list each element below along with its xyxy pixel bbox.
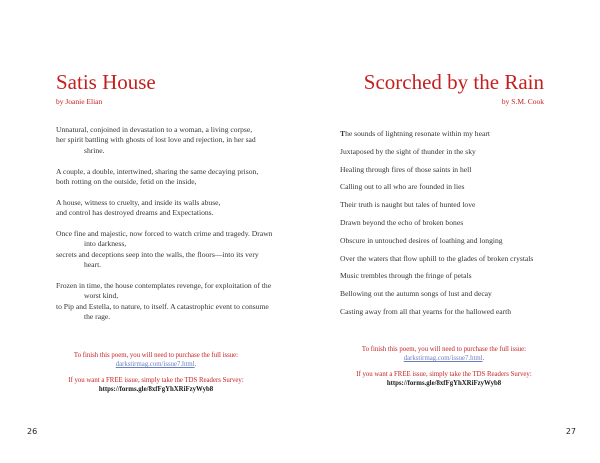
poem-body [340,129,550,325]
poem-byline: by S.M. Cook [501,97,544,106]
poem-line: Casting away from all that yearns for the hallowed earth [340,306,512,316]
poem-title: Scorched by the Rain [363,70,544,94]
purchase-text: To finish this poem, you will need to purchase the full issue: [73,352,239,359]
survey-link[interactable]: https://forms.gle/8xfFgYhXRiFzyWyb8 [386,380,502,387]
poem-line: Calling out to all who are founded in lies [340,182,465,192]
poem-line: Once fine and majestic, now forced to watch crime and tragedy. Drawn into darkness, [56,229,273,249]
stanza [56,281,276,323]
poem-line: and control has destroyed dreams and Expectations. [56,208,214,218]
poem-line: her spirit battling with ghosts of lost love and rejection, in her sad shrine. [56,135,256,155]
purchase-end: . [482,355,485,362]
first-line-rest: he sounds of lightning resonate within my heart [345,129,490,138]
stanza [56,229,276,271]
free-paragraph [344,370,544,388]
stanza [56,198,276,219]
poem-line: secrets and deceptions seep into the walls, the floors—into its very heart. [56,249,259,270]
purchase-notice [56,351,256,401]
page-number: 27 [565,427,576,436]
free-issue-text: If you want a FREE issue, simply take the TDS Readers Survey: [356,371,532,378]
purchase-notice [344,345,544,395]
poem-line [340,129,550,139]
stanza [56,125,276,156]
right-page [300,0,600,463]
free-issue-text: If you want a FREE issue, simply take the TDS Readers Survey: [68,377,244,384]
poem-line: Drawn beyond the echo of broken bones [340,217,464,227]
page-number: 26 [27,427,38,436]
issue-link[interactable]: darkstirmag.com/issue7.html [403,355,483,362]
purchase-end: . [194,361,197,368]
purchase-text: To finish this poem, you will need to purchase the full issue: [361,346,527,353]
poem-line: Healing through fires of those saints in hell [340,164,472,174]
issue-link[interactable]: darkstirmag.com/issue7.html [115,361,195,368]
poem-line: Obscure in untouched desires of loathing and longing [340,235,503,245]
poem-line: Unnatural, conjoined in devastation to a woman, a living corpse, [56,125,253,134]
purchase-paragraph [344,345,544,363]
poem-line: both rotting on the outside, fetid on the inside, [56,177,197,187]
poem-line: A house, witness to cruelty, and inside its walls abuse, [56,197,221,207]
poem-byline: by Joanie Elian [56,97,103,106]
poem-line: Music trembles through the fringe of petals [340,271,472,281]
poem-line: Frozen in time, the house contemplates revenge, for exploitation of the worst kind, [56,281,272,301]
drop-cap: T [340,129,346,138]
poem-title: Satis House [56,70,156,94]
poem-line: to Pip and Estella, to nature, to itself. A catastrophic event to consume the rage. [56,301,269,322]
survey-link[interactable]: https://forms.gle/8xfFgYhXRiFzyWyb8 [98,386,214,393]
poem-line: A couple, a double, intertwined, sharing the same decaying prison, [56,166,259,176]
stanza [56,167,276,188]
poem-line: Bellowing out the autumn songs of lust and decay [340,289,492,299]
purchase-paragraph [56,351,256,369]
poem-body [56,125,276,333]
poem-line: Their truth is naught but tales of hunted love [340,200,476,210]
poem-line: Juxtaposed by the sight of thunder in the sky [340,146,476,156]
poem-line: Over the waters that flow uphill to the glades of broken crystals [340,253,534,263]
free-paragraph [56,376,256,394]
